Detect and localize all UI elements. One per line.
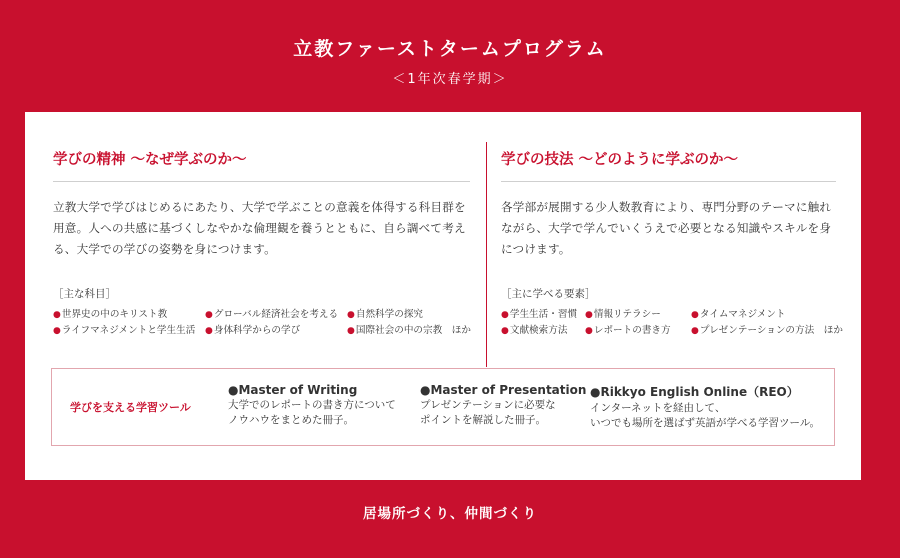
- list-item: [205, 322, 300, 336]
- bullet-icon: ●: [501, 310, 509, 320]
- tool-rikkyo-english-online: [590, 383, 820, 431]
- content-card: [25, 112, 861, 480]
- bullet-icon: ●: [691, 310, 699, 320]
- left-column: [53, 112, 470, 367]
- list-item: [585, 322, 671, 336]
- tool-description-line: いつでも場所を選ばず英語が学べる学習ツール。: [590, 417, 820, 429]
- list-item: [691, 306, 786, 320]
- tool-description-line: 大学でのレポートの書き方について: [228, 399, 396, 411]
- bullet-icon: ●: [205, 326, 213, 336]
- list-item-label: 学生生活・習慣: [509, 309, 578, 320]
- bullet-icon: ●: [585, 310, 593, 320]
- bullet-icon: ●: [347, 326, 355, 336]
- bullet-icon: ●: [53, 326, 61, 336]
- bullet-icon: ●: [585, 326, 593, 336]
- page-title: 立教ファーストタームプログラム: [293, 38, 607, 60]
- right-list-heading: ［主に学べる要素］: [501, 288, 596, 300]
- tool-description-line: ノウハウをまとめた冊子。: [228, 414, 354, 426]
- tool-master-of-writing: [228, 383, 396, 428]
- list-item: [347, 322, 471, 336]
- learning-tools-box: [51, 368, 835, 446]
- tool-description: [590, 401, 820, 431]
- list-item: [691, 322, 843, 336]
- tool-master-of-presentation: [420, 383, 586, 428]
- list-item: [53, 306, 167, 320]
- list-item-label: 世界史の中のキリスト教: [61, 309, 168, 320]
- list-item-label: 情報リテラシー: [593, 309, 661, 320]
- tool-name: ●Master of Presentation: [420, 383, 587, 397]
- list-item-label: レポートの書き方: [593, 325, 671, 336]
- right-column-title: 学びの技法 ～どのように学ぶのか～: [501, 152, 739, 168]
- list-item-label: 国際社会の中の宗教 ほか: [355, 325, 471, 336]
- tool-description: [420, 398, 586, 428]
- list-item: [347, 306, 423, 320]
- list-item: [501, 306, 577, 320]
- list-item: [585, 306, 661, 320]
- tool-description-line: プレゼンテーションに必要な: [420, 399, 556, 411]
- list-item: [205, 306, 338, 320]
- list-item-label: 文献検索方法: [509, 325, 568, 336]
- page-subtitle: ＜1年次春学期＞: [392, 72, 508, 87]
- bullet-icon: ●: [205, 310, 213, 320]
- left-column-body: 立教大学で学びはじめるにあたり、大学で学ぶことの意義を体得する科目群を用意。人への共感に基づくしなやかな倫理観を養うとともに、自ら調べて考える、大学での学びの姿勢を身につけます。: [53, 200, 466, 256]
- column-divider: [486, 142, 487, 367]
- learning-tools-label: 学びを支える学習ツール: [70, 401, 191, 414]
- tool-description-line: インターネットを経由して、: [590, 402, 726, 414]
- bullet-icon: ●: [501, 326, 509, 336]
- list-item: [501, 322, 567, 336]
- tool-description-line: ポイントを解説した冊子。: [420, 414, 546, 426]
- bullet-icon: ●: [347, 310, 355, 320]
- bullet-icon: ●: [53, 310, 61, 320]
- right-column: [501, 112, 843, 367]
- tool-name: ●Rikkyo English Online（REO）: [590, 385, 799, 399]
- list-item-label: グローバル経済社会を考える: [213, 309, 339, 320]
- list-item-label: ライフマネジメントと学生生活: [61, 325, 196, 336]
- right-column-body: 各学部が展開する少人数教育により、専門分野のテーマに触れながら、大学で学んでいくうえで必要となる知識やスキルを身につけます。: [501, 200, 832, 256]
- left-column-title: 学びの精神 ～なぜ学ぶのか～: [53, 152, 247, 168]
- list-item-label: プレゼンテーションの方法 ほか: [699, 325, 843, 336]
- left-column-rule: [53, 181, 470, 182]
- list-item-label: 自然科学の探究: [355, 309, 424, 320]
- list-item-label: 身体科学からの学び: [213, 325, 301, 336]
- list-item: [53, 322, 195, 336]
- list-item-label: タイムマネジメント: [699, 309, 786, 320]
- left-list-heading: ［主な科目］: [53, 288, 116, 300]
- right-column-rule: [501, 181, 836, 182]
- bullet-icon: ●: [691, 326, 699, 336]
- tool-description: [228, 398, 396, 428]
- footer-tagline: 居場所づくり、仲間づくり: [363, 506, 537, 522]
- tool-name: ●Master of Writing: [228, 383, 358, 397]
